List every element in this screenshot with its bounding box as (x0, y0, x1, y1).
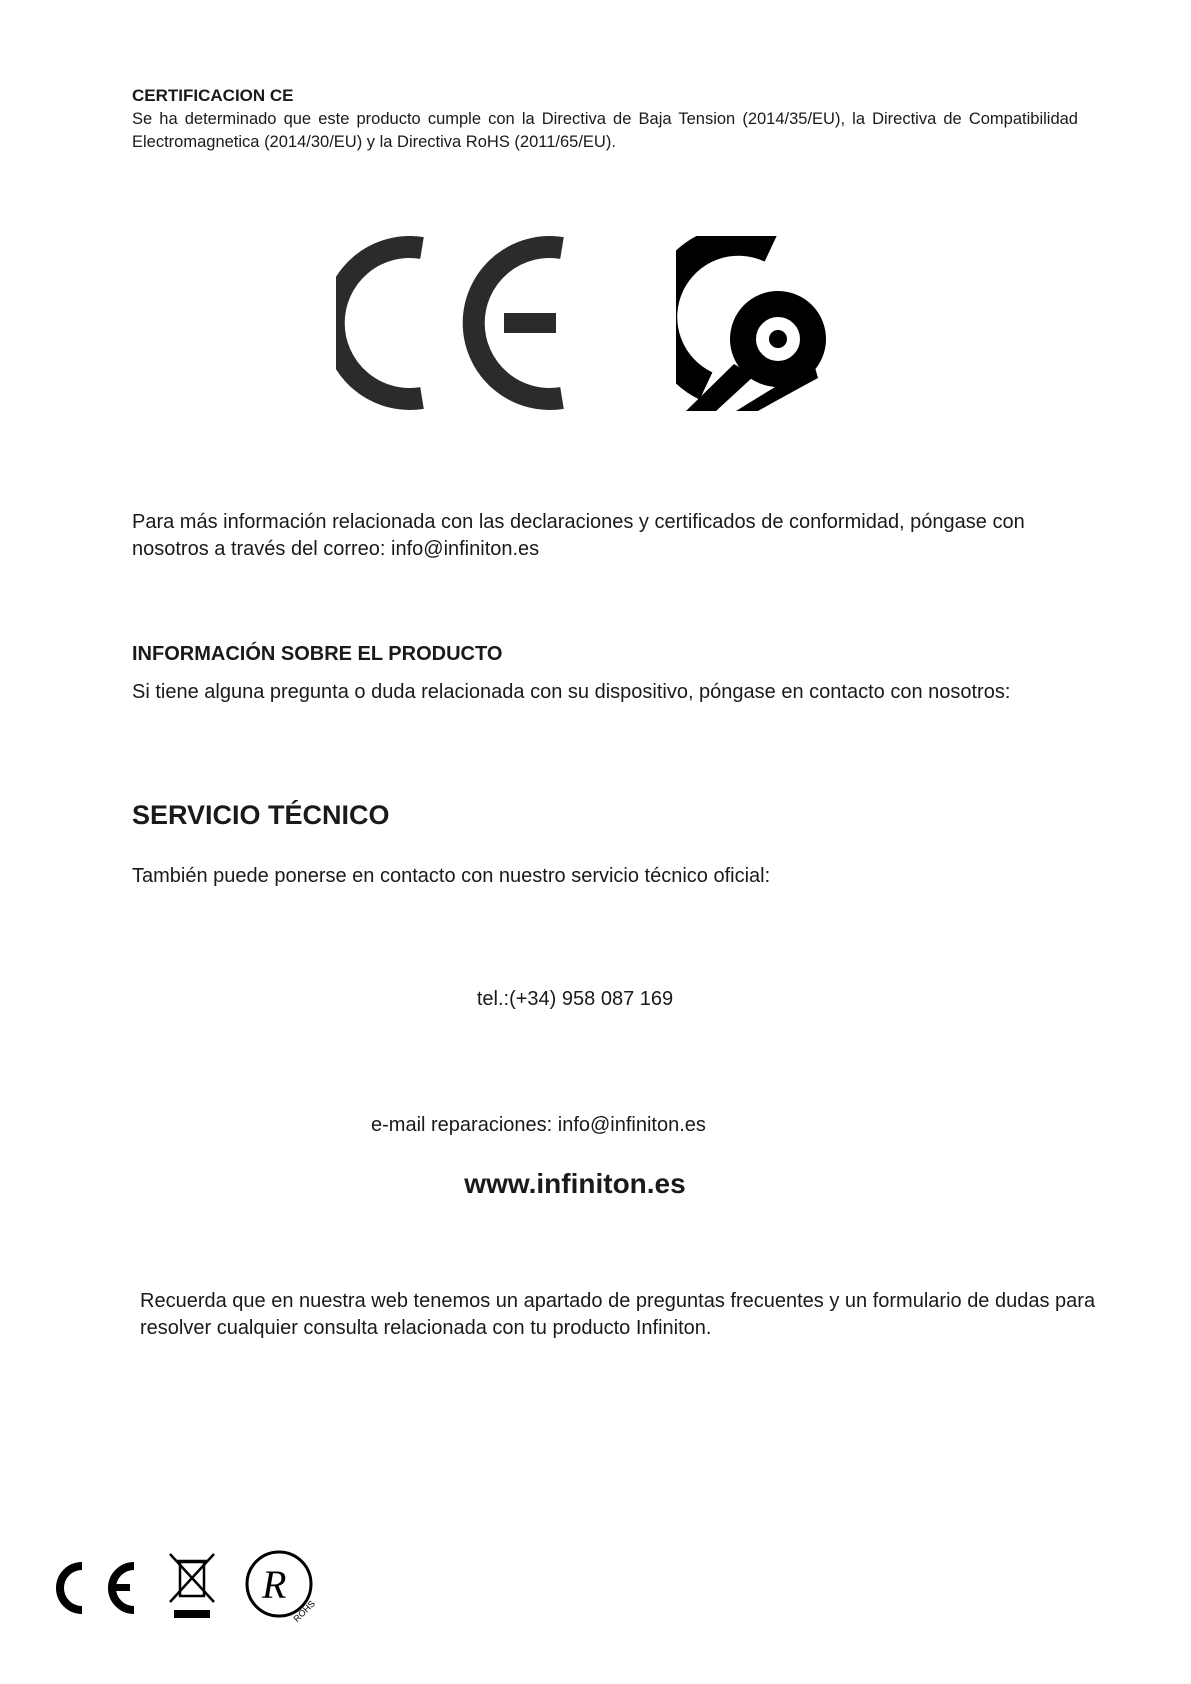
product-info-title: INFORMACIÓN SOBRE EL PRODUCTO (132, 643, 503, 665)
product-info-text: Si tiene alguna pregunta o duda relacionada con su dispositivo, póngase en contacto con nosotros: (132, 681, 1011, 703)
technical-service-text: También puede ponerse en contacto con nuestro servicio técnico oficial: (132, 865, 771, 887)
repair-email: e-mail reparaciones: info@infiniton.es (371, 1114, 706, 1136)
ce-mark-icon-small (60, 1566, 134, 1610)
ccc-mark-icon (676, 236, 826, 411)
certification-text: Se ha determinado que este producto cumple con la Directiva de Baja Tension (2014/35/EU), la Directiva de Compatibilidad Electromagnetica (2014/30/EU) y la Directiva RoHS (2011/65/EU). (132, 110, 1078, 151)
weee-bin-icon (170, 1554, 214, 1618)
ce-mark-icon (336, 236, 586, 411)
svg-text:ROHS: ROHS (291, 1598, 317, 1624)
faq-text: Recuerda que en nuestra web tenemos un apartado de preguntas frecuentes y un formulario de dudas para resolver cualquier consulta relacionada con tu producto Infiniton. (140, 1290, 1096, 1339)
phone-number: tel.:(+34) 958 087 169 (476, 988, 674, 1010)
certification-title: CERTIFICACION CE (132, 86, 294, 105)
website-link[interactable]: www.infiniton.es (464, 1168, 686, 1199)
technical-service-title: SERVICIO TÉCNICO (132, 800, 390, 830)
rohs-mark-icon (247, 1552, 317, 1624)
svg-text:R: R (262, 1562, 287, 1607)
footer-logos (54, 1546, 334, 1626)
conformity-text: Para más información relacionada con las declaraciones y certificados de conformidad, póngase con nosotros a través del correo: info@infiniton.es (132, 511, 1025, 560)
